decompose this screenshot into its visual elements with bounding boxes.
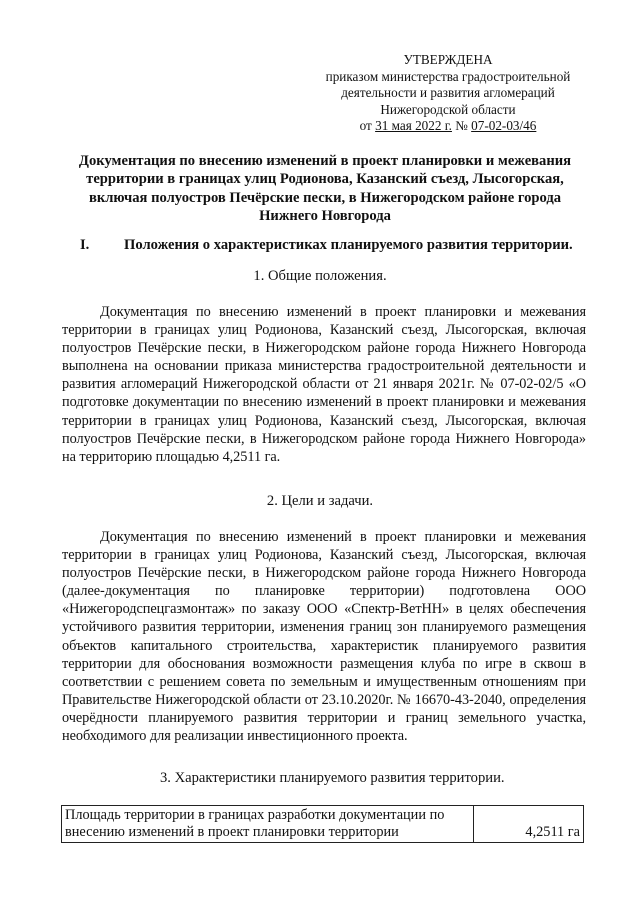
approval-line: Нижегородской области [380,101,516,117]
approval-date: 31 мая 2022 г. [375,118,452,134]
approval-line: приказом министерства градостроительной [325,68,571,84]
paragraph-general: Документация по внесению изменений в проект планировки и межевания территории в границах улиц Родионова, Казанский съезд, Лысогорская, включая полуостров Печёрские пески, в Нижегородском районе города Нижнего Новгорода выполнена на основании приказа министерства градостроительной деятельности и развития агломераций Нижегородской области от 21 января 2021г. № 07-02-02/5 «О подготовке документации по внесению изменений в проект планировки и межевания территории в границах улиц Родионова, Казанский съезд, Лысогорская, включая полуостров Печёрские пески, в Нижегородском районе города Нижнего Новгорода» на территорию площадью 4,2511 га. [62,304,586,465]
subsection-heading-1: 1. Общие положения. [253,268,387,284]
paragraph-goals: Документация по внесению изменений в проект планировки и межевания территории в границах улиц Родионова, Казанский съезд, Лысогорская, включая полуостров Печёрские пески, в Нижегородском районе города Нижнего Новгорода (далее-документация по планировке территории) подготовлена ООО «Нижегородспецгазмонтаж» по заказу ООО «Спектр-ВетНН» в целях обеспечения устойчивого развития территории, изменения границ зон планируемого размещения объектов капитального строительства, характеристик планируемого развития территории для обоснования возможности размещения клуба по игре в сквош в соответствии с решением совета по земельным и имущественным отношениям при Правительстве Нижегородской области от 23.10.2020г. № 16670-43-2040, определения очерёдности планируемого развития территории и границ земельного участка, необходимого для реализации инвестиционного проекта. [62,529,586,745]
section-number: I. [80,237,90,253]
section-heading [62,236,592,254]
table-cell-label: Площадь территории в границах разработки документации по внесению изменений в проект планировки территории [62,806,474,843]
approval-heading: УТВЕРЖДЕНА [403,52,493,67]
characteristics-table [61,805,584,843]
subsection-heading-2: 2. Цели и задачи. [266,493,374,509]
approval-line: деятельности и развития агломераций [341,85,555,101]
subsection-heading-3: 3. Характеристики планируемого развития территории. [160,770,505,786]
approval-block [318,52,578,135]
document-title: Документация по внесению изменений в проект планировки и межевания территории в границах улиц Родионова, Казанский съезд, Лысогорская, включая полуостров Печёрские пески, в Нижегородском районе города Нижнего Новгорода [78,153,572,225]
approval-date-line [318,118,578,135]
approval-number: 07-02-03/46 [471,118,537,134]
table-cell-value: 4,2511 га [474,806,584,843]
number-prefix: № [451,118,472,134]
date-prefix: от [359,118,376,134]
section-title: Положения о характеристиках планируемого развития территории. [124,237,573,253]
table-row [62,806,584,843]
